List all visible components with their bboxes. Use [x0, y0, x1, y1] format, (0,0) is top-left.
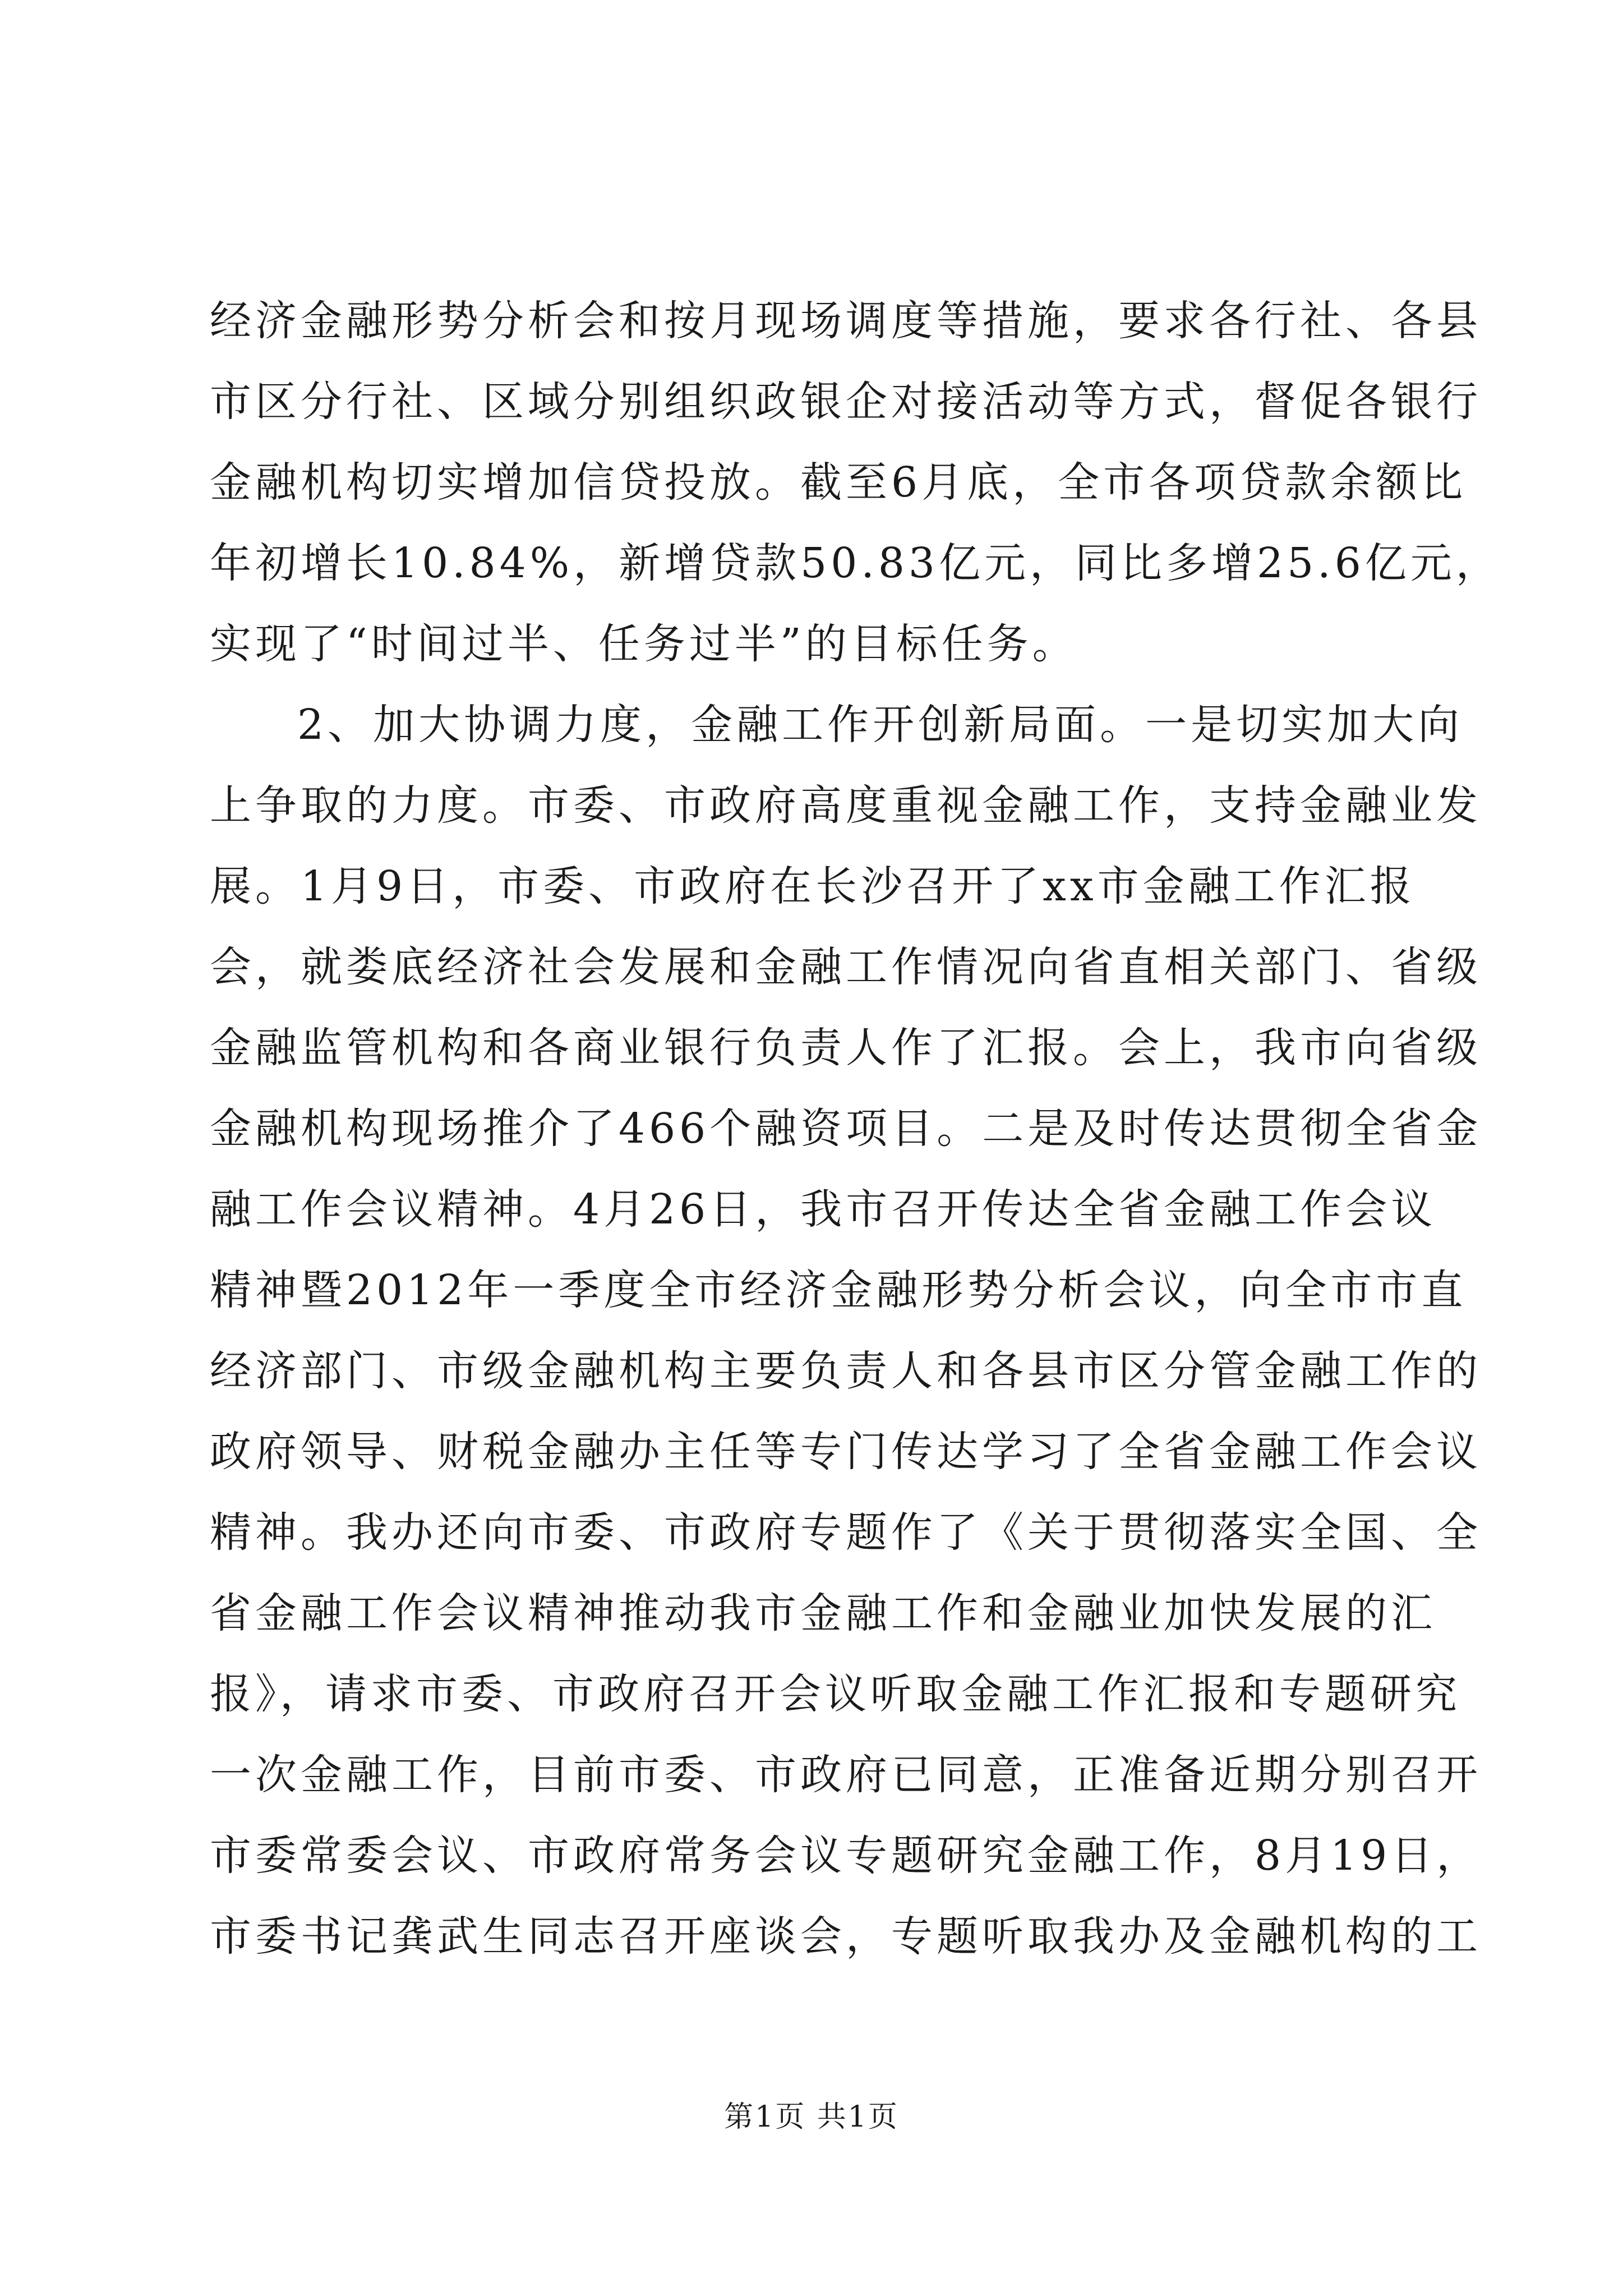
text-line: 精神。我办还向市委、市政府专题作了《关于贯彻落实全国、全 — [210, 1508, 1482, 1557]
text-line: 金融机构现场推介了466个融资项目。二是及时传达贯彻全省金 — [210, 1105, 1482, 1153]
paragraph-start-line: 2、加大协调力度，金融工作开创新局面。一是切实加大向 — [297, 701, 1464, 749]
text-line: 精神暨2012年一季度全市经济金融形势分析会议，向全市市直 — [210, 1266, 1467, 1314]
document-body — [210, 280, 1501, 1977]
text-line: 上争取的力度。市委、市政府高度重视金融工作，支持金融业发 — [210, 781, 1482, 830]
text-line: 展。1月9日，市委、市政府在长沙召开了xx市金融工作汇报 — [210, 862, 1415, 910]
text-line: 政府领导、财税金融办主任等专门传达学习了全省金融工作会议 — [210, 1428, 1482, 1476]
text-line: 市委书记龚武生同志召开座谈会，专题听取我办及金融机构的工 — [210, 1912, 1482, 1961]
text-line: 经济金融形势分析会和按月现场调度等措施，要求各行社、各县 — [210, 297, 1482, 345]
text-line: 金融监管机构和各商业银行负责人作了汇报。会上，我市向省级 — [210, 1024, 1482, 1072]
text-line: 经济部门、市级金融机构主要负责人和各县市区分管金融工作的 — [210, 1347, 1482, 1395]
text-line: 市委常委会议、市政府常务会议专题研究金融工作，8月19日， — [210, 1832, 1482, 1880]
text-line: 市区分行社、区域分别组织政银企对接活动等方式，督促各银行 — [210, 378, 1482, 426]
text-line: 金融机构切实增加信贷投放。截至6月底，全市各项贷款余额比 — [210, 458, 1467, 507]
text-line: 实现了“时间过半、任务过半”的目标任务。 — [210, 620, 1078, 668]
text-line: 一次金融工作，目前市委、市政府已同意，正准备近期分别召开 — [210, 1751, 1482, 1799]
text-line: 报》，请求市委、市政府召开会议听取金融工作汇报和专题研究 — [210, 1670, 1461, 1718]
text-line: 年初增长10.84%，新增贷款50.83亿元，同比多增25.6亿元， — [210, 539, 1501, 587]
text-line: 融工作会议精神。4月26日，我市召开传达全省金融工作会议 — [210, 1185, 1437, 1234]
page-footer: 第1页 共1页 — [724, 2100, 899, 2134]
text-line: 会，就娄底经济社会发展和金融工作情况向省直相关部门、省级 — [210, 943, 1482, 991]
text-line: 省金融工作会议精神推动我市金融工作和金融业加快发展的汇 — [210, 1589, 1436, 1637]
